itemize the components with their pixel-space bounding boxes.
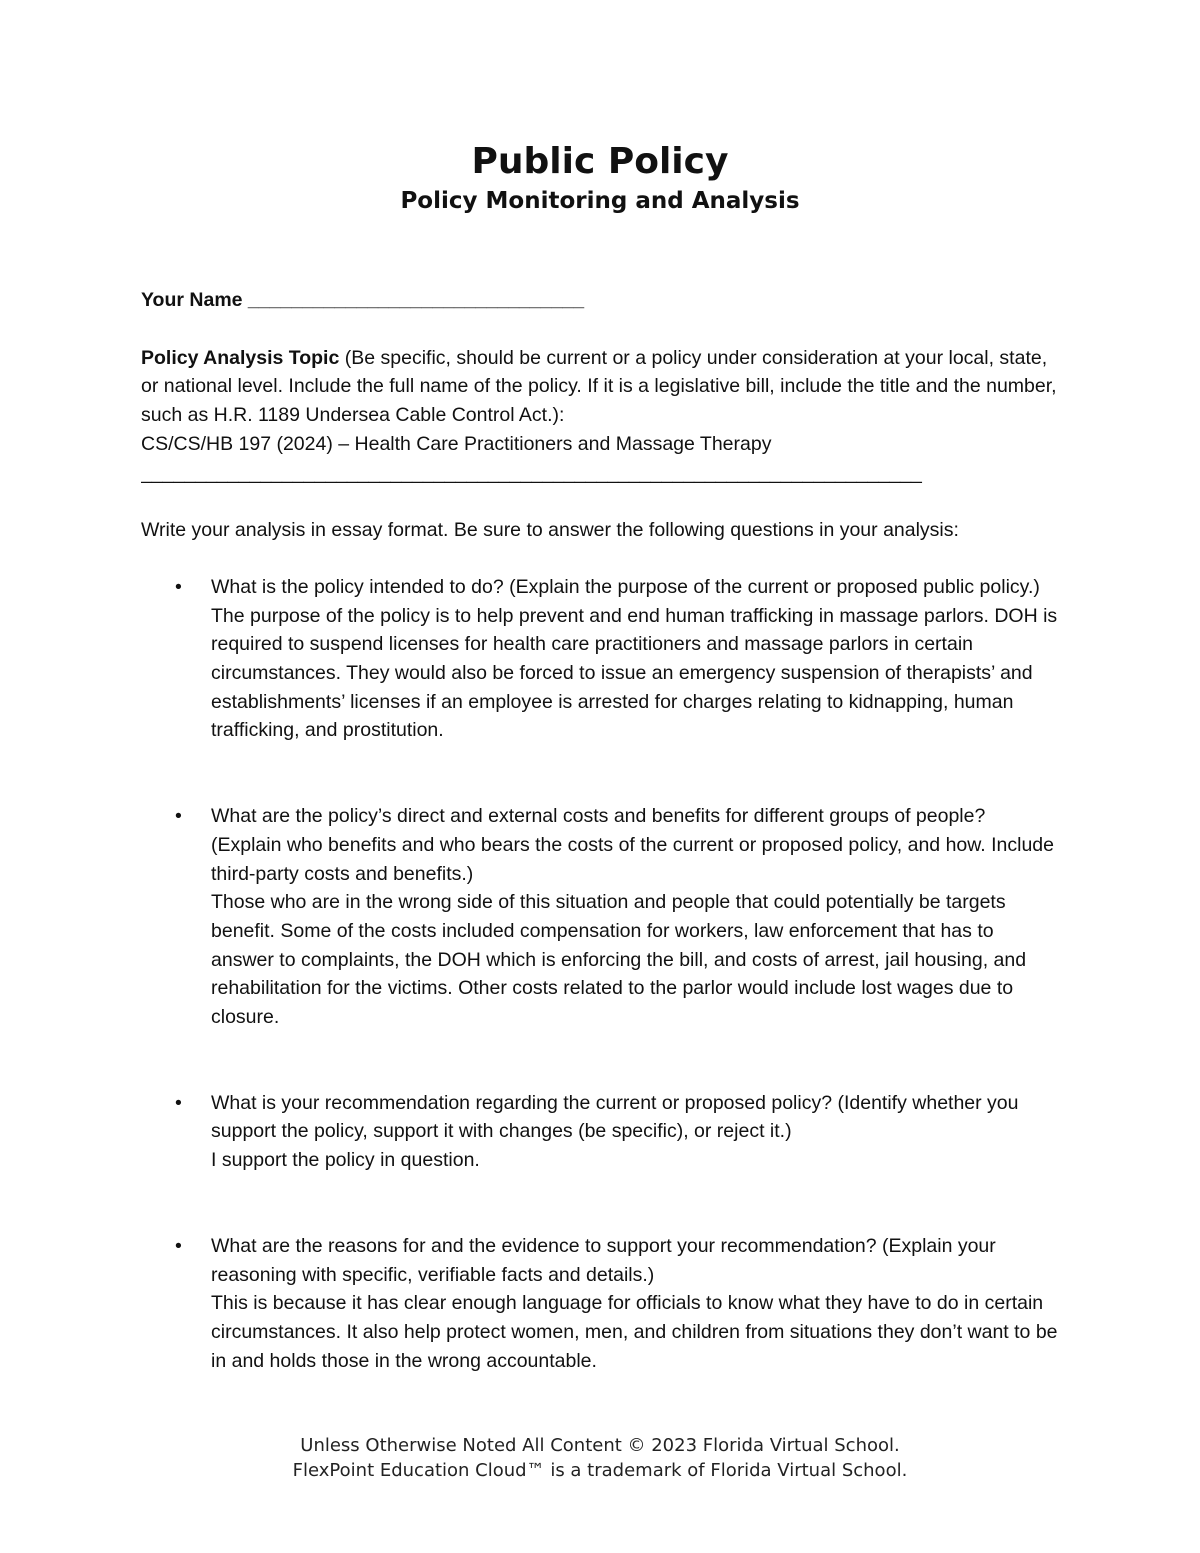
question-text: What is your recommendation regarding the current or proposed policy? (Identify whether you support the policy, support it with changes (be specific), or reject it.)	[211, 1091, 1019, 1143]
bullet-icon: •	[175, 575, 182, 598]
topic-section	[141, 344, 1061, 488]
list-item	[141, 573, 1061, 745]
bullet-icon: •	[175, 805, 182, 828]
list-item	[141, 1232, 1061, 1376]
topic-label: Policy Analysis Topic	[141, 346, 340, 369]
question-text: What are the reasons for and the evidence to support your recommendation? (Explain your reasoning with specific, verifiable facts and details.)	[211, 1234, 996, 1286]
page-subtitle: Policy Monitoring and Analysis	[400, 188, 800, 214]
document-body	[141, 286, 1061, 1375]
topic-blank-line: ________________________________________________________________________	[141, 461, 922, 484]
answer-text: The purpose of the policy is to help prevent and end human trafficking in massage parlors. DOH is required to suspend licenses for health care practitioners and massage parlors in certain circumstances. They would also be forced to issue an emergency suspension of therapists’ and establishments’ licenses if an employee is arrested for charges relating to kidnapping, human trafficking, and prostitution.	[211, 604, 1058, 742]
name-label: Your Name	[141, 289, 243, 311]
answer-text: Those who are in the wrong side of this situation and people that could potentially be targets benefit. Some of the costs included compensation for workers, law enforcement that has to answer to complaints, the DOH which is enforcing the bill, and costs of arrest, jail housing, and rehabilitation for the victims. Other costs related to the parlor would include lost wages due to closure.	[211, 891, 1027, 1029]
bullet-icon: •	[175, 1091, 182, 1114]
list-item	[141, 1089, 1061, 1175]
page-title: Public Policy	[471, 141, 729, 182]
instructions-text: Write your analysis in essay format. Be sure to answer the following questions in your analysis:	[141, 519, 959, 542]
answer-text: I support the policy in question.	[211, 1149, 480, 1172]
page-footer	[0, 1434, 1200, 1483]
question-text: What is the policy intended to do? (Explain the purpose of the current or proposed public policy.)	[211, 575, 1040, 598]
bullet-icon: •	[175, 1234, 182, 1257]
footer-trademark: FlexPoint Education Cloud™ is a trademark of Florida Virtual School.	[292, 1459, 908, 1481]
list-item	[141, 802, 1061, 1032]
question-list	[141, 573, 1061, 1375]
question-text: What are the policy’s direct and external costs and benefits for different groups of people? (Explain who benefits and who bears the costs of the current or proposed policy, and how. Include third-party costs and benefits.)	[211, 805, 1054, 885]
topic-instructions: (Be specific, should be current or a policy under consideration at your local, state, or national level. Include the full name of the policy. If it is a legislative bill, include the title and the number, such as H.R. 1189 Undersea Cable Control Act.):	[141, 346, 1057, 427]
answer-text: This is because it has clear enough language for officials to know what they have to do in certain circumstances. It also help protect women, men, and children from situations they don’t want to be in and holds those in the wrong accountable.	[211, 1292, 1058, 1372]
name-field	[141, 286, 1061, 315]
footer-copyright: Unless Otherwise Noted All Content © 2023 Florida Virtual School.	[300, 1435, 900, 1456]
name-blank-line: _______________________________	[247, 289, 585, 311]
topic-answer: CS/CS/HB 197 (2024) – Health Care Practitioners and Massage Therapy	[141, 432, 772, 455]
